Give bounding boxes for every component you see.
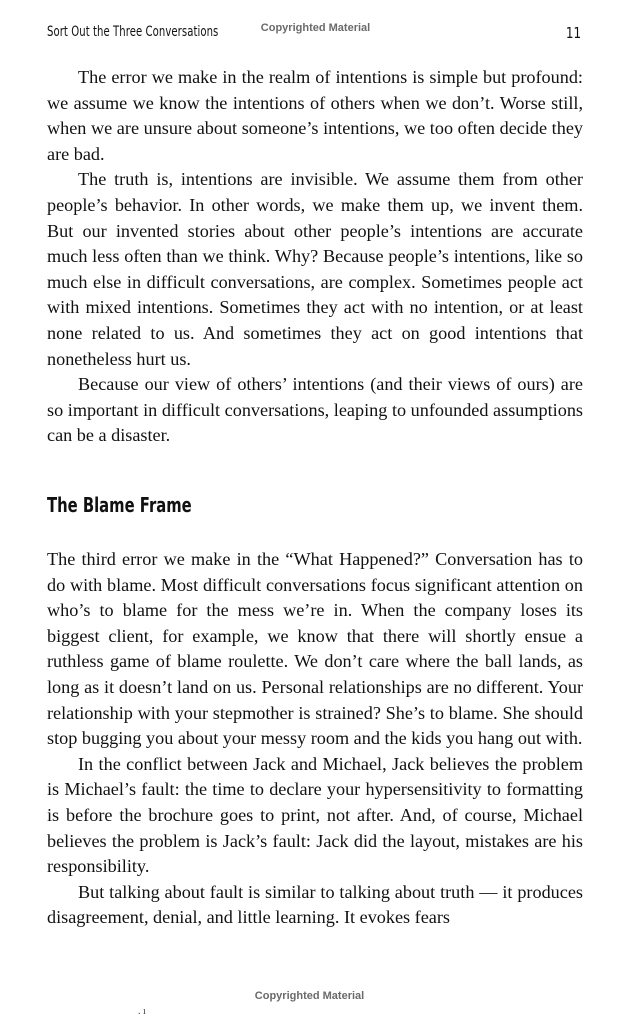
section-heading: The Blame Frame: [47, 493, 192, 517]
paragraph: In the conflict between Jack and Michael, Jack believes the problem is Michael’s fault: the time to declare your hypersensitivity to formatting is before the brochure goes to print, not after. And, of course, Michael believes the problem is Jack’s fault: Jack did the layout, mistakes are his responsibility.: [47, 753, 583, 877]
intro-text-block: [47, 65, 583, 449]
paragraph: Because our view of others’ intentions (and their views of ours) are so important in difficult conversations, leaping to unfounded assumptions can be a disaster.: [47, 374, 583, 446]
running-head: Sort Out the Three Conversations: [47, 24, 219, 40]
copyright-watermark-top: Copyrighted Material: [260, 22, 371, 34]
section-text-block: [47, 547, 583, 931]
paragraph: The truth is, intentions are invisible. We assume them from other people’s behavior. In other words, we make them up, we invent them. But our invented stories about other people’s intentions are accurate much less often than we think. Why? Because people’s intentions, like so much else in difficult conversations, are complex. Sometimes people act with mixed intentions. Sometimes they act with no intention, or at least none related to us. And sometimes they act on good intentions that nonetheless hurt us.: [47, 169, 583, 369]
scan-specks: . ı: [138, 1006, 146, 1017]
paragraph: But talking about fault is similar to talking about truth — it produces disagreement, denial, and little learning. It evokes fears: [47, 881, 583, 928]
paragraph: The third error we make in the “What Happened?” Conversation has to do with blame. Most difficult conversations focus significant attention on who’s to blame for the mess we’re in. When the company loses its biggest client, for example, we know that there will shortly ensue a ruthless game of blame roulette. We don’t care where the ball lands, as long as it doesn’t land on us. Personal relationships are no different. Your relationship with your stepmother is strained? She’s to blame. She should stop bugging you about your messy room and the kids you hang out with.: [47, 549, 583, 749]
copyright-watermark-bottom: Copyrighted Material: [254, 990, 365, 1002]
paragraph: The error we make in the realm of intentions is simple but profound: we assume we know the intentions of others when we don’t. Worse still, when we are unsure about someone’s intentions, we too often decide they are bad.: [47, 67, 583, 164]
page-number: 11: [565, 24, 581, 42]
